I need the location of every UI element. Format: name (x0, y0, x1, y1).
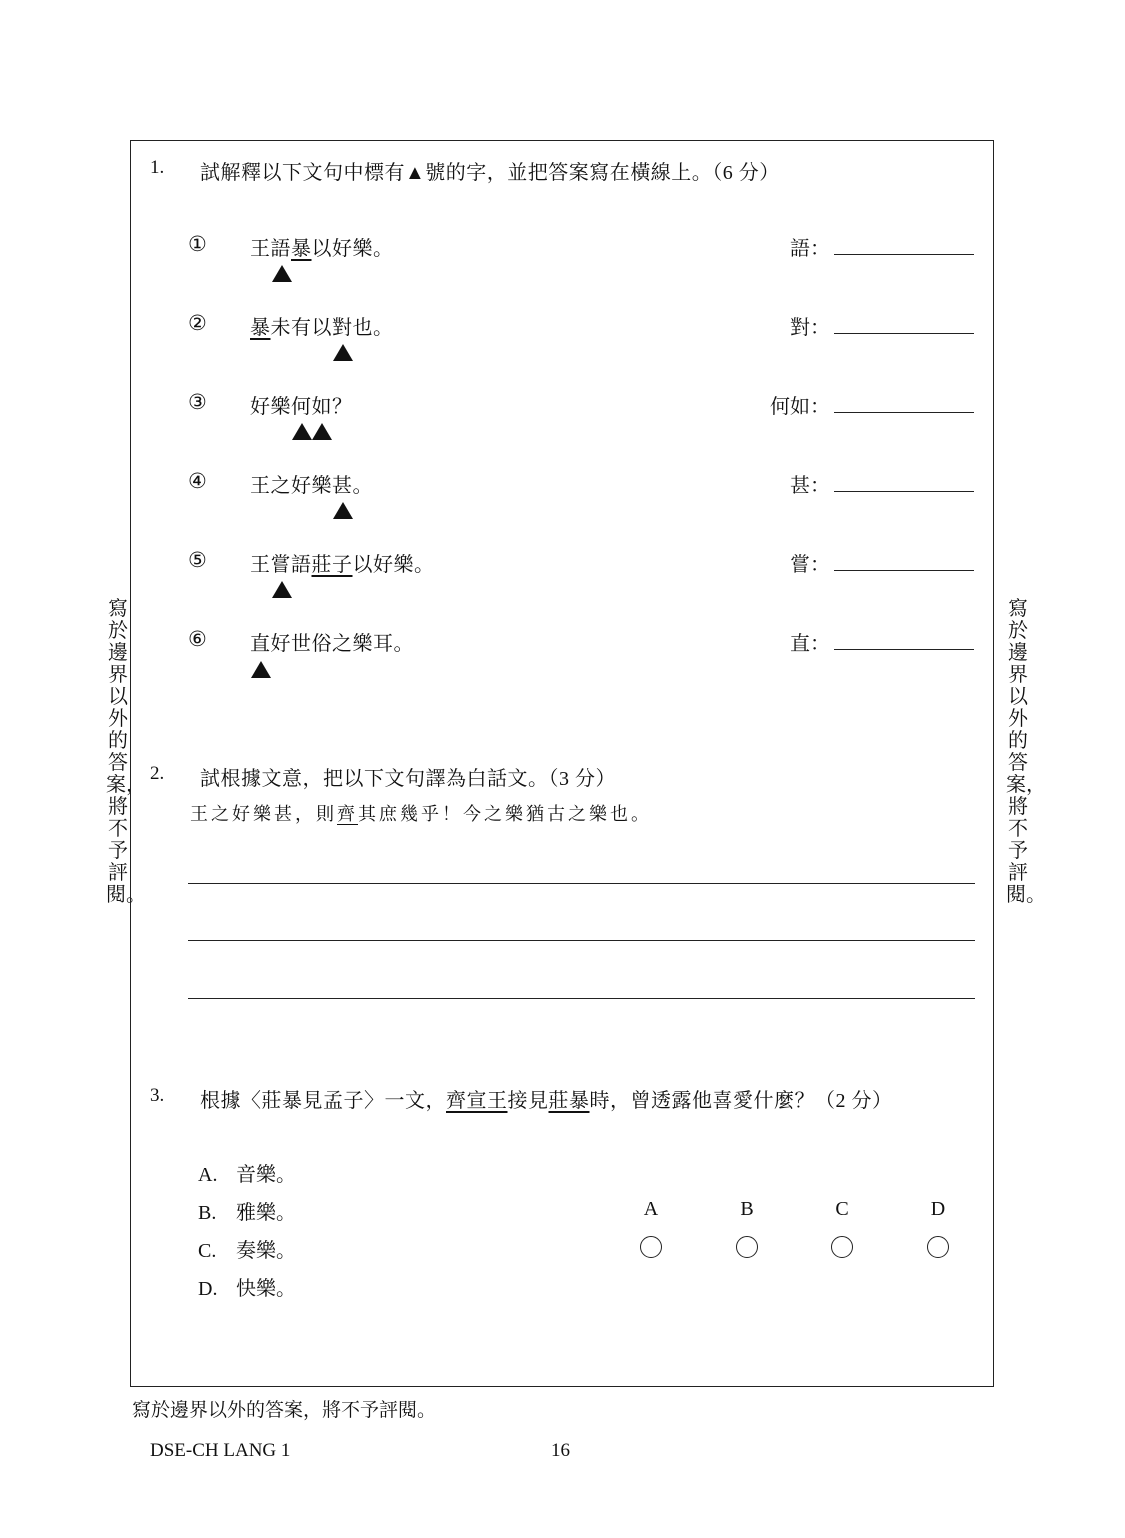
q1-item-sentence: 直好世俗之樂耳。 (250, 633, 414, 655)
q1-answer-label: 直： (790, 633, 830, 655)
q3-choice-label: B (740, 1198, 754, 1220)
q3-prompt: 根據〈莊暴見孟子〉一文，齊宣王接見莊暴時，曾透露他喜愛什麼？（2 分） (200, 1090, 893, 1112)
q1-item-marker: ① (188, 232, 207, 256)
q3-choice-label: C (835, 1198, 849, 1220)
q1-item-marker: ③ (188, 390, 207, 414)
q3-answer-bubble-b[interactable] (736, 1236, 758, 1258)
q1-answer-label: 嘗： (790, 554, 830, 576)
q2-answer-line[interactable] (188, 883, 975, 884)
q1-answer-blank[interactable] (834, 649, 974, 650)
q3-option: C. 奏樂。 (198, 1240, 296, 1262)
triangle-marker-icon (272, 581, 292, 598)
paper-code: DSE-CH LANG 1 (150, 1440, 291, 1461)
q3-choice-label: D (930, 1198, 946, 1220)
q3-choice-label: A (643, 1198, 659, 1220)
q2-source-sentence: 王之好樂甚，則齊其庶幾乎！今之樂猶古之樂也。 (190, 804, 652, 825)
q3-option: B. 雅樂。 (198, 1202, 296, 1224)
q1-answer-label: 甚： (790, 475, 830, 497)
q3-option: D. 快樂。 (198, 1278, 296, 1300)
q1-answer-blank[interactable] (834, 570, 974, 571)
q2-prompt: 試根據文意，把以下文句譯為白話文。（3 分） (200, 768, 616, 790)
q1-number: 1. (150, 157, 165, 178)
q1-item-marker: ④ (188, 469, 207, 493)
q1-item-sentence: 暴未有以對也。 (250, 317, 394, 339)
q1-answer-label: 何如： (770, 396, 830, 418)
q3-number: 3. (150, 1085, 165, 1106)
q1-answer-blank[interactable] (834, 333, 974, 334)
q1-item-sentence: 好樂何如？ (250, 396, 353, 418)
q2-number: 2. (150, 763, 165, 784)
triangle-marker-icon (272, 265, 292, 282)
q1-answer-blank[interactable] (834, 412, 974, 413)
triangle-marker-icon (292, 423, 312, 440)
q3-answer-bubble-c[interactable] (831, 1236, 853, 1258)
page-number: 16 (551, 1440, 570, 1461)
q1-item-marker: ② (188, 311, 207, 335)
q3-answer-bubble-a[interactable] (640, 1236, 662, 1258)
q1-item-sentence: 王嘗語莊子以好樂。 (250, 554, 435, 576)
q1-item-marker: ⑤ (188, 548, 207, 572)
right-margin-notice: 寫於邊界以外的答案，將不予評閱。 (1006, 598, 1046, 906)
q1-answer-blank[interactable] (834, 491, 974, 492)
triangle-marker-icon (333, 344, 353, 361)
q2-answer-line[interactable] (188, 998, 975, 999)
q1-prompt: 試解釋以下文句中標有▲號的字，並把答案寫在橫線上。（6 分） (200, 162, 780, 184)
triangle-marker-icon (333, 502, 353, 519)
triangle-marker-icon (251, 661, 271, 678)
q3-answer-bubble-d[interactable] (927, 1236, 949, 1258)
bottom-notice: 寫於邊界以外的答案，將不予評閱。 (132, 1400, 437, 1421)
q1-answer-label: 對： (790, 317, 830, 339)
left-margin-notice: 寫於邊界以外的答案，將不予評閱。 (106, 598, 146, 906)
q1-answer-blank[interactable] (834, 254, 974, 255)
q2-answer-line[interactable] (188, 940, 975, 941)
q1-item-sentence: 王語暴以好樂。 (250, 238, 394, 260)
q3-option: A. 音樂。 (198, 1164, 296, 1186)
q1-item-marker: ⑥ (188, 627, 207, 651)
triangle-marker-icon (312, 423, 332, 440)
q1-item-sentence: 王之好樂甚。 (250, 475, 373, 497)
q1-answer-label: 語： (790, 238, 830, 260)
